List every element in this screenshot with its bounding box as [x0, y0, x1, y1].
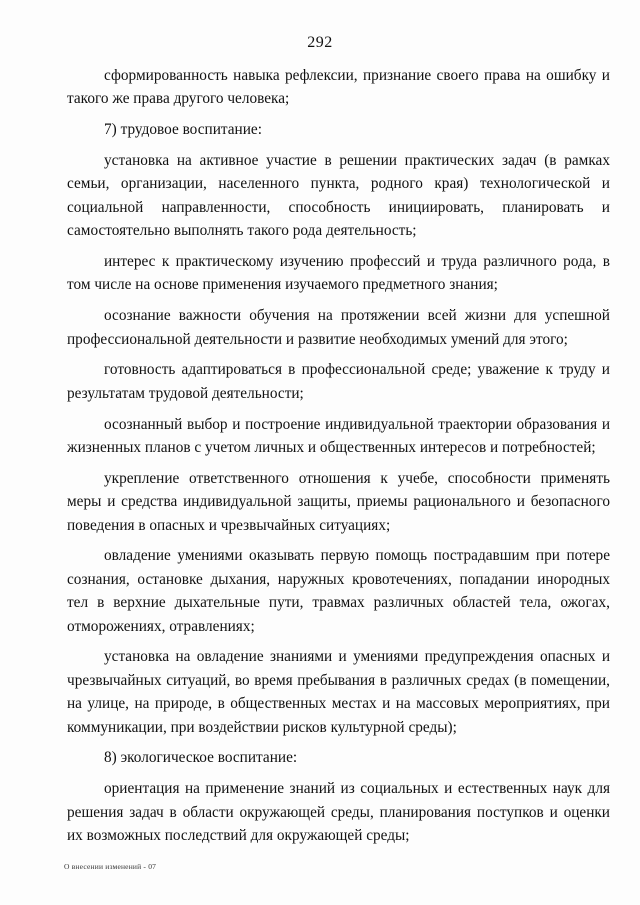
paragraph-interest-in-professions: интерес к практическому изучению профессий и труда различного рода, в том числе на основе применения изучаемого предметного знания;	[67, 253, 610, 294]
paragraph-environmental-knowledge: ориентация на применение знаний из социальных и естественных наук для решения задач в области окружающей среды, планирования поступков и оценки их возможных последствий для окружающей среды;	[67, 780, 610, 845]
paragraph-professional-adaptation: готовность адаптироваться в профессиональной среде; уважение к труду и результатам трудовой деятельности;	[67, 361, 610, 402]
paragraph-emergency-prevention: установка на овладение знаниями и умениями предупреждения опасных и чрезвычайных ситуаций, во время пребывания в различных средах (в помещении, на улице, на природе, в общественных местах и на массовых мероприятиях, при коммуникации, при воздействии рисков культурной среды);	[67, 648, 610, 736]
paragraph-reflection-skill: сформированность навыка рефлексии, признание своего права на ошибку и такого же права другого человека;	[67, 67, 610, 108]
paragraph-responsible-attitude: укрепление ответственного отношения к учебе, способности применять меры и средства индивидуальной защиты, приемы рационального и безопасного поведения в опасных и чрезвычайных ситуациях;	[67, 469, 610, 534]
paragraph-educational-trajectory: осознанный выбор и построение индивидуальной траектории образования и жизненных планов с учетом личных и общественных интересов и потребностей;	[67, 415, 610, 457]
paragraph-practical-tasks: установка на активное участие в решении практических задач (в рамках семьи, организации, населенного пункта, родного края) технологической и социальной направленности, способность инициировать, планировать и самостоятельно выполнять такого рода деятельность;	[67, 152, 610, 240]
document-body	[67, 64, 610, 847]
paragraph-first-aid: овладение умениями оказывать первую помощь пострадавшим при потере сознания, остановке дыхания, наружных кровотечениях, попадании инородных тел в верхние дыхательные пути, травмах различных областей тела, ожогах, отморожениях, отравлениях;	[67, 547, 610, 635]
section-heading-ecological-education: 8) экологическое воспитание:	[104, 749, 298, 767]
section-heading-labor-education: 7) трудовое воспитание:	[104, 121, 262, 139]
paragraph-lifelong-learning: осознание важности обучения на протяжении всей жизни для успешной профессиональной деятельности и развитие необходимых умений для этого;	[67, 307, 610, 348]
page-footer: О внесении изменений - 07	[64, 862, 157, 871]
page-number: 292	[307, 34, 333, 51]
